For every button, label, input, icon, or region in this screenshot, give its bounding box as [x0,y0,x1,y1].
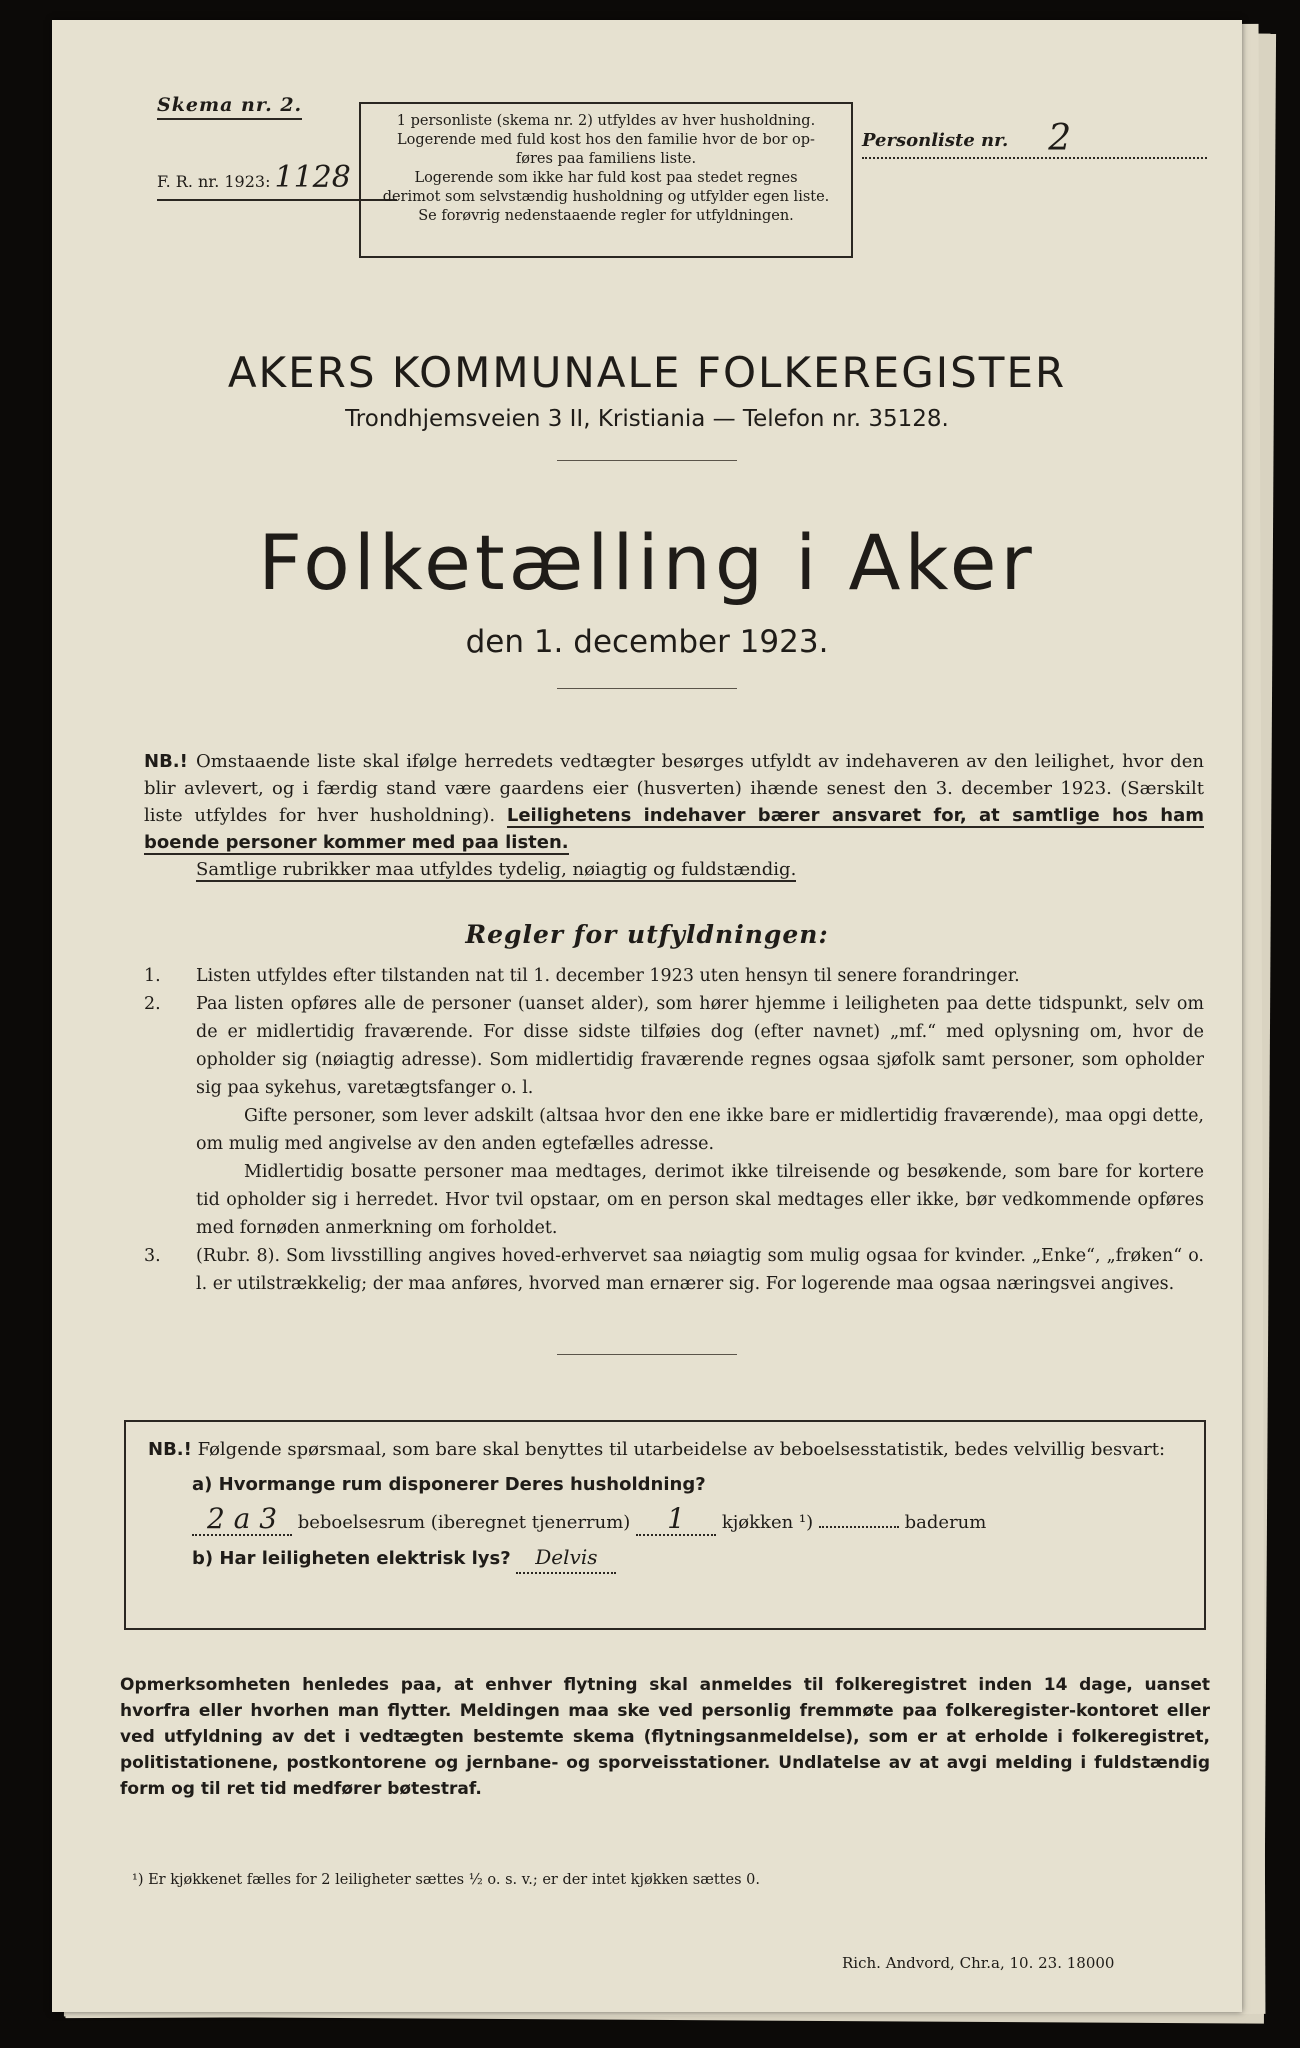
rule-text: Paa listen opføres alle de personer (uanset alder), som hører hjemme i leiligheten paa dette tidspunkt, selv om de er midlertidig fraværende. For disse sidste tilføies dog (efter navnet) „mf.“ med oplysning om, hvor de opholder sig (nøiagtig adresse). Som midlertidig fraværende regnes ogsaa sjøfolk samt personer, som opholder sig paa sykehus, varetægtsfanger o. l. [196,994,1204,1098]
footnote: ¹) Er kjøkkenet fælles for 2 leiligheter sættes ½ o. s. v.; er der intet kjøkken sættes 0. [132,1872,760,1888]
census-date: den 1. december 1923. [465,624,829,660]
divider [557,1354,737,1355]
nb-bold-text: Leilighetens indehaver bærer ansvaret for, at samtlige hos ham boende personer kommer med paa listen. [144,805,1204,853]
rules-list [144,962,1204,1298]
divider [557,688,737,689]
questions-intro [148,1436,1182,1463]
rooms-label: beboelsesrum (iberegnet tjenerrum) [297,1512,631,1533]
org-name: AKERS KOMMUNALE FOLKEREGISTER [227,348,1067,397]
info-line: Se forøvrig nedenstaaende regler for utfyldningen. [418,208,794,224]
rule-item [144,1158,1204,1242]
rule-number: 2. [144,994,161,1014]
page-title: Folketælling i Aker [258,518,1036,607]
personliste-handwritten-number: 2 [1048,118,1072,159]
printer-imprint: Rich. Andvord, Chr.a, 10. 23. 18000 [842,1954,1115,1972]
rooms-answer-row [148,1504,1182,1536]
personliste-field [862,114,1207,159]
question-a [148,1471,1182,1498]
question-a-text: a) Hvormange rum disponerer Deres husholdning? [192,1474,706,1495]
info-line: Logerende med fuld kost hos den familie hvor de bor op- [397,132,815,148]
rule-item [144,990,1204,1102]
nb-text: Omstaaende liste skal ifølge herredets vedtægter besørges utfyldt av indehaveren av den leilighet, hvor den blir avlevert, og i færdig stand være gaardens eier (husverten) ihænde senest den 3. december 1923. (Særskilt liste utfyldes for hver husholdning). [144,751,1204,826]
divider [557,460,737,461]
rule-item [144,1242,1204,1298]
bath-label: baderum [904,1512,987,1533]
nb-notice [144,748,1204,883]
rule-number: 3. [144,1246,161,1266]
org-address: Trondhjemsveien 3 II, Kristiania — Telefon nr. 35128. [345,406,949,432]
bath-answer-field[interactable] [819,1526,899,1528]
kitchen-label: kjøkken ¹) [721,1512,814,1533]
questions-nb-mark: NB.! [148,1439,192,1460]
info-box [359,102,853,258]
info-line: derimot som selvstændig husholdning og utfylder egen liste. [382,189,830,205]
moving-notice: Opmerksomheten henledes paa, at enhver flytning skal anmeldes til folkeregistret inden 14 dage, uanset hvorfra eller hvorhen man flytter. Meldingen maa ske ved personlig fremmøte paa folkeregister-kontoret eller ved utfyldning av det i vedtægten bestemte skema (flytningsanmeldelse), som er at erholde i folkeregistret, politistationene, postkontorene og jernbane- og sporveisstationer. Undlatelse av at avgi melding i fuldstændig form og til ret tid medfører bøtestraf. [120,1675,1210,1799]
rule-text: (Rubr. 8). Som livsstilling angives hoved-erhvervet saa nøiagtig som mulig ogsaa for kvinder. „Enke“, „frøken“ o. l. er utilstrækkelig; der maa anføres, hvorved man ernærer sig. For logerende maa ogsaa næringsvei angives. [196,1246,1204,1294]
question-b-text: b) Har leiligheten elektrisk lys? [192,1548,511,1569]
info-line: føres paa familiens liste. [515,151,697,167]
kitchen-answer-field[interactable]: 1 [636,1504,716,1536]
housing-questions-box [124,1420,1206,1630]
light-answer-field[interactable]: Delvis [516,1542,616,1574]
rule-text: Gifte personer, som lever adskilt (altsaa hvor den ene ikke bare er midlertidig fraværende), maa opgi dette, om mulig med angivelse av den anden egtefælles adresse. [196,1106,1204,1154]
rule-number: 1. [144,966,161,986]
personliste-label: Personliste nr. [862,130,1009,151]
skema-number: Skema nr. 2. [157,94,302,120]
census-form-page [52,20,1242,2012]
info-line: Logerende som ikke har fuld kost paa stedet regnes [414,170,798,186]
question-b [148,1542,1182,1574]
fr-label: F. R. nr. 1923: [157,172,271,191]
nb-line2: Samtlige rubrikker maa utfyldes tydelig, nøiagtig og fuldstændig. [196,859,797,880]
questions-intro-text: Følgende spørsmaal, som bare skal benyttes til utarbeidelse av beboelsesstatistik, bedes velvillig besvart: [197,1439,1166,1460]
rule-item [144,1102,1204,1158]
fr-handwritten-number: 1128 [274,160,351,195]
rule-item [144,962,1204,990]
rooms-answer-field[interactable]: 2 a 3 [192,1504,292,1536]
rule-text: Midlertidig bosatte personer maa medtages, derimot ikke tilreisende og besøkende, som bare for kortere tid opholder sig i herredet. Hvor tvil opstaar, om en person skal medtages eller ikke, bør vedkommende opføres med fornøden anmerkning om forholdet. [196,1162,1204,1238]
rule-text: Listen utfyldes efter tilstanden nat til 1. december 1923 uten hensyn til senere forandringer. [196,966,1020,986]
info-line: 1 personliste (skema nr. 2) utfyldes av hver husholdning. [396,113,816,129]
nb-mark: NB.! [144,751,188,772]
rules-heading: Regler for utfyldningen: [465,920,829,949]
